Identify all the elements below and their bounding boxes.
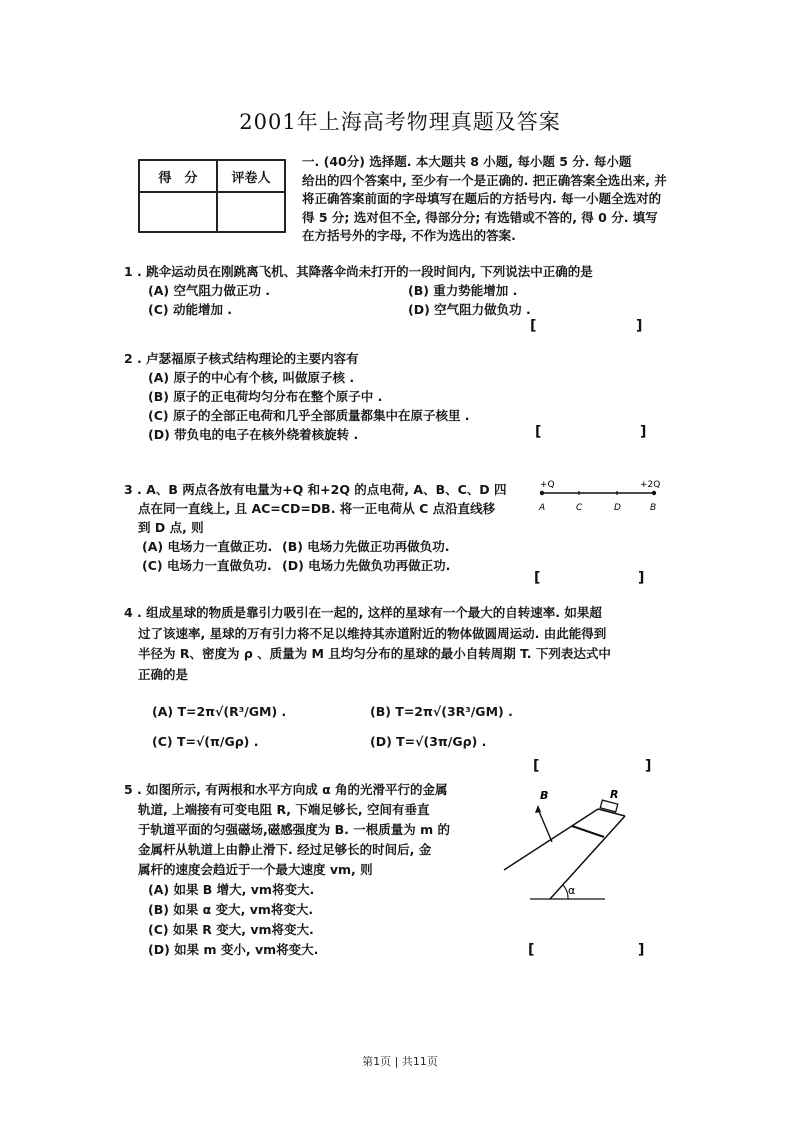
grader-header: 评卷人 bbox=[217, 160, 285, 192]
question-stem-line: 4 . 组成星球的物质是靠引力吸引在一起的, 这样的星球有一个最大的自转速率. 如果超 bbox=[124, 605, 602, 620]
point-b-label: B bbox=[650, 503, 657, 513]
instruction-line: 得 5 分; 选对但不全, 得部分分; 有选错或不答的, 得 0 分. 填写 bbox=[302, 209, 658, 225]
option-a: (A) 电场力一直做正功. bbox=[142, 539, 273, 554]
option-b: (B) 如果 α 变大, vm将变大. bbox=[148, 902, 314, 917]
question-1 bbox=[124, 262, 593, 319]
charge-right-label: +2Q bbox=[640, 480, 661, 490]
option-d: (D) 电场力先做负功再做正功. bbox=[282, 558, 451, 573]
option-b: (B) 重力势能增加 . bbox=[408, 283, 518, 298]
point-b-dot bbox=[652, 491, 656, 495]
instruction-line: 一. (40分) 选择题. 本大题共 8 小题, 每小题 5 分. 每小题 bbox=[302, 154, 632, 169]
score-header: 得 分 bbox=[139, 160, 217, 192]
question-stem-line: 属杆的速度会趋近于一个最大速度 vm, 则 bbox=[138, 862, 373, 877]
question-stem: 1 . 跳伞运动员在刚跳离飞机、其降落伞尚未打开的一段时间内, 下列说法中正确的是 bbox=[124, 264, 593, 279]
question-4-options bbox=[152, 697, 513, 757]
answer-bracket-open: [ bbox=[534, 570, 541, 586]
charge-left-label: +Q bbox=[540, 480, 555, 490]
question-stem-line: 正确的是 bbox=[138, 666, 189, 682]
question-stem-line: 金属杆从轨道上由静止滑下. 经过足够长的时间后, 金 bbox=[138, 842, 432, 857]
charge-line-figure bbox=[536, 478, 666, 518]
option-b: (B) 原子的正电荷均匀分布在整个原子中 . bbox=[148, 389, 383, 404]
b-field-arrow bbox=[538, 809, 552, 842]
option-a: (A) 原子的中心有个核, 叫做原子核 . bbox=[148, 370, 355, 385]
option-d: (D) T=√(3π/Gρ) . bbox=[370, 734, 487, 749]
point-d-label: D bbox=[614, 503, 621, 513]
page-title: 2001年上海高考物理真题及答案 bbox=[239, 110, 561, 134]
option-c: (C) 电场力一直做负功. bbox=[142, 558, 272, 573]
instruction-line: 给出的四个答案中, 至少有一个是正确的. 把正确答案全选出来, 并 bbox=[302, 172, 667, 188]
score-table bbox=[138, 159, 286, 233]
question-3 bbox=[124, 480, 507, 575]
question-4 bbox=[124, 603, 611, 685]
question-2 bbox=[124, 349, 470, 444]
question-stem: 2 . 卢瑟福原子核式结构理论的主要内容有 bbox=[124, 351, 359, 366]
alpha-label: α bbox=[568, 884, 576, 897]
question-stem-line: 于轨道平面的匀强磁场,磁感强度为 B. 一根质量为 m 的 bbox=[138, 822, 450, 837]
grader-cell bbox=[217, 192, 285, 232]
score-cell bbox=[139, 192, 217, 232]
option-d: (D) 空气阻力做负功 . bbox=[408, 302, 531, 317]
option-a: (A) 如果 B 增大, vm将变大. bbox=[148, 882, 315, 897]
answer-bracket-close: ] bbox=[640, 424, 647, 440]
point-c-label: C bbox=[576, 503, 583, 513]
metal-rod bbox=[572, 826, 604, 837]
page-footer: 第1页 | 共11页 bbox=[362, 1055, 438, 1068]
answer-bracket-open: [ bbox=[530, 318, 537, 334]
instruction-line: 将正确答案前面的字母填写在题后的方括号内. 每一小题全选对的 bbox=[302, 191, 662, 206]
option-d: (D) 带负电的电子在核外绕着核旋转 . bbox=[148, 427, 359, 442]
point-a-label: A bbox=[539, 503, 546, 513]
option-c: (C) T=√(π/Gρ) . bbox=[152, 734, 259, 749]
question-stem-line: 3 . A、B 两点各放有电量为+Q 和+2Q 的点电荷, A、B、C、D 四 bbox=[124, 482, 507, 497]
question-stem-line: 轨道, 上端接有可变电阻 R, 下端足够长, 空间有垂直 bbox=[138, 802, 430, 817]
r-label: R bbox=[610, 788, 619, 801]
b-arrow-head bbox=[535, 805, 541, 813]
answer-bracket-open: [ bbox=[535, 424, 542, 440]
option-a: (A) 空气阻力做正功 . bbox=[148, 283, 271, 298]
option-c: (C) 如果 R 变大, vm将变大. bbox=[148, 922, 314, 937]
rail-upper bbox=[550, 816, 625, 899]
option-a: (A) T=2π√(R³/GM) . bbox=[152, 704, 287, 719]
b-label: B bbox=[540, 789, 549, 802]
answer-bracket-open: [ bbox=[533, 758, 540, 774]
option-b: (B) T=2π√(3R³/GM) . bbox=[370, 704, 513, 719]
answer-bracket-close: ] bbox=[638, 942, 645, 958]
option-c: (C) 原子的全部正电荷和几乎全部质量都集中在原子核里 . bbox=[148, 408, 470, 423]
question-stem-line: 半径为 R、密度为 ρ 、质量为 M 且均匀分布的星球的最小自转周期 T. 下列表达式中 bbox=[138, 646, 611, 661]
inclined-rail-figure bbox=[500, 782, 650, 912]
section-instructions bbox=[302, 153, 667, 246]
option-d: (D) 如果 m 变小, vm将变大. bbox=[148, 942, 319, 957]
question-stem-line: 过了该速率, 星球的万有引力将不足以维持其赤道附近的物体做圆周运动. 由此能得到 bbox=[138, 625, 607, 641]
option-b: (B) 电场力先做正功再做负功. bbox=[282, 539, 450, 554]
question-stem-line: 到 D 点, 则 bbox=[138, 520, 204, 535]
question-stem-line: 点在同一直线上, 且 AC=CD=DB. 将一正电荷从 C 点沿直线移 bbox=[138, 501, 496, 516]
answer-bracket-close: ] bbox=[638, 570, 645, 586]
question-5 bbox=[124, 780, 450, 960]
instruction-line: 在方括号外的字母, 不作为选出的答案. bbox=[302, 228, 516, 243]
answer-bracket-open: [ bbox=[528, 942, 535, 958]
answer-bracket-close: ] bbox=[645, 758, 652, 774]
point-a-dot bbox=[540, 491, 544, 495]
option-c: (C) 动能增加 . bbox=[148, 302, 233, 317]
answer-bracket-close: ] bbox=[636, 318, 643, 334]
question-stem-line: 5 . 如图所示, 有两根和水平方向成 α 角的光滑平行的金属 bbox=[124, 782, 448, 797]
